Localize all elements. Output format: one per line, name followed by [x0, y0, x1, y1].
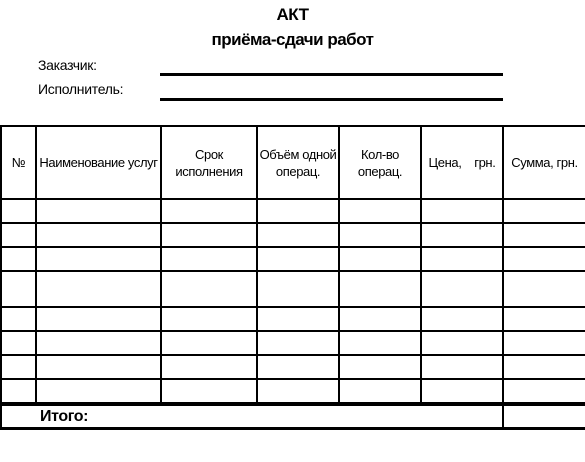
table-cell[interactable]	[421, 331, 503, 355]
table-cell[interactable]	[257, 307, 339, 331]
table-row	[1, 379, 585, 404]
table-cell[interactable]	[1, 247, 36, 271]
table-cell[interactable]	[257, 199, 339, 223]
total-sum-cell[interactable]	[503, 404, 585, 429]
column-header-sum: Сумма, грн.	[503, 126, 585, 199]
customer-field-line[interactable]	[160, 73, 503, 76]
table-cell[interactable]	[421, 223, 503, 247]
table-cell[interactable]	[1, 379, 36, 404]
customer-label: Заказчик:	[38, 57, 97, 73]
table-cell[interactable]	[36, 247, 161, 271]
table-cell[interactable]	[161, 223, 257, 247]
table-cell[interactable]	[339, 379, 421, 404]
table-cell[interactable]	[339, 271, 421, 307]
table-cell[interactable]	[503, 379, 585, 404]
table-cell[interactable]	[339, 355, 421, 379]
table-cell[interactable]	[1, 199, 36, 223]
table-cell[interactable]	[257, 355, 339, 379]
table-cell[interactable]	[161, 199, 257, 223]
table-cell[interactable]	[421, 271, 503, 307]
column-header-deadline: Срок исполнения	[161, 126, 257, 199]
table-cell[interactable]	[161, 355, 257, 379]
table-cell[interactable]	[36, 379, 161, 404]
table-row	[1, 247, 585, 271]
table-cell[interactable]	[503, 355, 585, 379]
table-cell[interactable]	[36, 331, 161, 355]
table-cell[interactable]	[421, 247, 503, 271]
table-cell[interactable]	[1, 271, 36, 307]
table-row	[1, 271, 585, 307]
table-cell[interactable]	[339, 199, 421, 223]
column-header-operation-volume: Объём одной операц.	[257, 126, 339, 199]
column-header-price: Цена, грн.	[421, 126, 503, 199]
table-cell[interactable]	[503, 199, 585, 223]
table-cell[interactable]	[257, 271, 339, 307]
table-cell[interactable]	[1, 223, 36, 247]
table-cell[interactable]	[503, 307, 585, 331]
column-header-operation-count: Кол-во операц.	[339, 126, 421, 199]
table-cell[interactable]	[1, 307, 36, 331]
table-cell[interactable]	[421, 307, 503, 331]
table-cell[interactable]	[339, 223, 421, 247]
table-cell[interactable]	[161, 307, 257, 331]
table-cell[interactable]	[339, 331, 421, 355]
table-cell[interactable]	[161, 247, 257, 271]
table-cell[interactable]	[36, 223, 161, 247]
table-cell[interactable]	[503, 271, 585, 307]
table-cell[interactable]	[257, 379, 339, 404]
table-cell[interactable]	[503, 247, 585, 271]
table-row	[1, 307, 585, 331]
executor-field-line[interactable]	[160, 98, 503, 101]
table-cell[interactable]	[421, 199, 503, 223]
table-cell[interactable]	[1, 331, 36, 355]
table-cell[interactable]	[339, 247, 421, 271]
table-cell[interactable]	[421, 355, 503, 379]
table-cell[interactable]	[36, 271, 161, 307]
table-header-row	[1, 126, 585, 199]
table-cell[interactable]	[161, 379, 257, 404]
table-row	[1, 199, 585, 223]
table-cell[interactable]	[36, 199, 161, 223]
total-row	[1, 404, 585, 429]
executor-label: Исполнитель:	[38, 81, 124, 97]
document-title: АКТ	[276, 5, 309, 24]
services-table	[0, 125, 585, 430]
table-cell[interactable]	[339, 307, 421, 331]
table-cell[interactable]	[257, 331, 339, 355]
table-cell[interactable]	[1, 355, 36, 379]
table-row	[1, 331, 585, 355]
table-cell[interactable]	[161, 331, 257, 355]
table-cell[interactable]	[36, 307, 161, 331]
table-cell[interactable]	[257, 223, 339, 247]
table-cell[interactable]	[257, 247, 339, 271]
table-cell[interactable]	[36, 355, 161, 379]
table-cell[interactable]	[421, 379, 503, 404]
table-row	[1, 355, 585, 379]
column-header-service-name: Наименование услуг	[36, 126, 161, 199]
table-cell[interactable]	[503, 223, 585, 247]
total-label: Итого:	[1, 404, 503, 429]
column-header-number: №	[1, 126, 36, 199]
table-cell[interactable]	[503, 331, 585, 355]
table-cell[interactable]	[161, 271, 257, 307]
document-subtitle: приёма-сдачи работ	[211, 30, 374, 49]
table-row	[1, 223, 585, 247]
